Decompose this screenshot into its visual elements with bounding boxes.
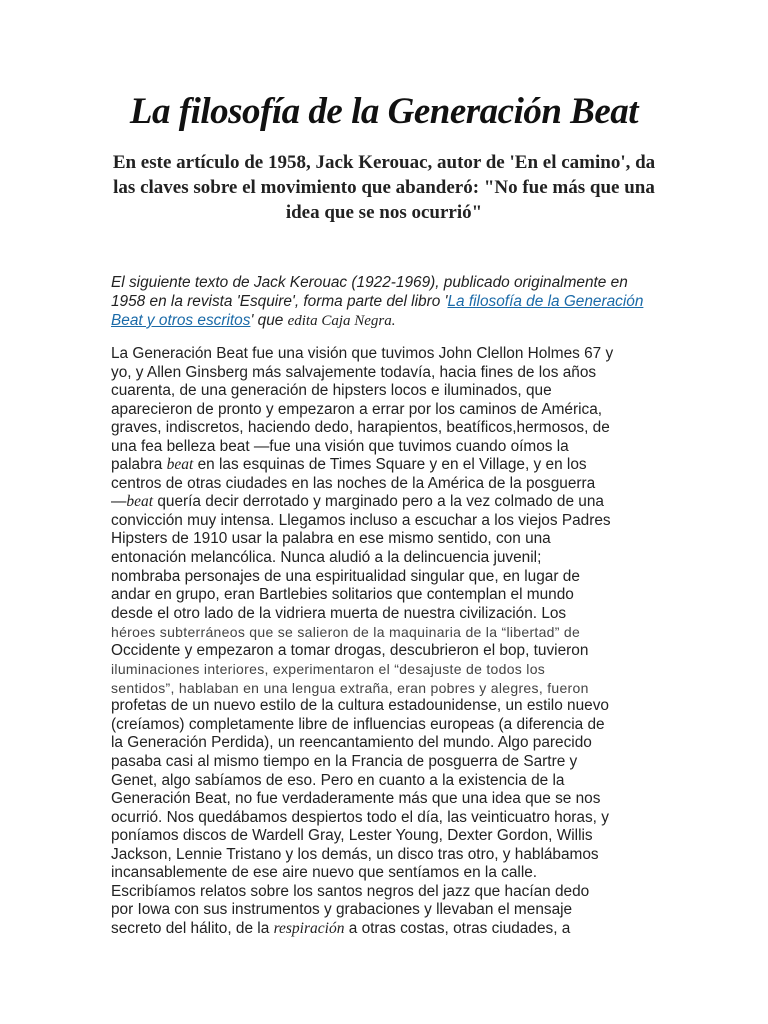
body-line: La Generación Beat fue una visión que tuvimos John Clellon Holmes 67 y [111, 345, 614, 362]
publisher-text: edita Caja Negra. [287, 313, 396, 329]
body-line [111, 493, 663, 512]
body-line-fragment: quería decir derrotado y marginado pero a la vez colmado de una [153, 493, 604, 511]
book-link[interactable]: La filosofía de la Generación Beat y otros escritos [111, 293, 644, 329]
body-line: héroes subterráneos que se salieron de la maquinaria de la “libertad” de [111, 624, 581, 641]
body-line [111, 920, 663, 939]
body-line: convicción muy intensa. Llegamos incluso a escuchar a los viejos Padres [111, 511, 611, 529]
body-line: Genet, algo sabíamos de eso. Pero en cuanto a la existencia de la [111, 771, 565, 789]
body-line: sentidos”, hablaban en una lengua extraña, eran pobres y alegres, fueron [111, 679, 589, 696]
intro-text-before-link: El siguiente texto de Jack Kerouac (1922-1969), publicado originalmente en 1958 en la revista 'Esquire', forma parte del libro ' [111, 274, 628, 310]
body-line: centros de otras ciudades en las noches de la América de la posguerra [111, 474, 596, 492]
body-line [111, 456, 663, 475]
body-line: Generación Beat, no fue verdaderamente más que una idea que se nos [111, 790, 601, 808]
body-line: cuarenta, de una generación de hipsters locos e iluminados, que [111, 382, 552, 400]
body-line: por Iowa con sus instrumentos y grabaciones y llevaban el mensaje [111, 901, 573, 919]
body-paragraph [111, 345, 663, 939]
body-line: graves, indiscretos, haciendo dedo, harapientos, beatíficos,hermosos, de [111, 419, 610, 437]
italic-emphasis: beat [166, 456, 194, 474]
body-line: profetas de un nuevo estilo de la cultura estadounidense, un estilo nuevo [111, 697, 609, 715]
body-line: aparecieron de pronto y empezaron a errar por los caminos de América, [111, 400, 603, 418]
body-line: desde el otro lado de la vidriera muerta de nuestra civilización. Los [111, 604, 567, 622]
body-line: poníamos discos de Wardell Gray, Lester Young, Dexter Gordon, Willis [111, 827, 593, 845]
body-line-fragment: a otras costas, otras ciudades, a [344, 919, 571, 937]
body-line: Escribíamos relatos sobre los santos negros del jazz que hacían dedo [111, 882, 590, 900]
italic-emphasis: respiración [273, 919, 345, 937]
body-line: incansablemente de ese aire nuevo que sentíamos en la calle. [111, 864, 538, 882]
body-line-fragment: — [111, 493, 127, 511]
body-line: andar en grupo, eran Bartlebies solitarios que contemplan el mundo [111, 586, 574, 604]
body-line-fragment: secreto del hálito, de la [111, 919, 274, 937]
body-line: una fea belleza beat —fue una visión que tuvimos cuando oímos la [111, 437, 569, 455]
article-subtitle: En este artículo de 1958, Jack Kerouac, autor de 'En el camino', da las claves sobre el movimiento que abanderó: "No fue más que una idea que se nos ocurrió" [112, 152, 656, 223]
body-line: Jackson, Lennie Tristano y los demás, un disco tras otro, y hablábamos [111, 845, 599, 863]
body-line: entonación melancólica. Nunca aludió a la delincuencia juvenil; [111, 549, 542, 567]
italic-emphasis: beat [126, 493, 154, 511]
body-line: la Generación Perdida), un reencantamiento del mundo. Algo parecido [111, 734, 592, 752]
body-line: Hipsters de 1910 usar la palabra en ese mismo sentido, con una [111, 530, 551, 548]
intro-paragraph [111, 273, 659, 331]
body-line: ocurrió. Nos quedábamos despiertos todo el día, las veinticuatro horas, y [111, 808, 609, 826]
intro-text-after-link: ' que [250, 312, 288, 329]
article-title: La filosofía de la Generación Beat [129, 91, 639, 132]
body-line: (creíamos) completamente libre de influencias europeas (a diferencia de [111, 715, 605, 733]
body-line-fragment: palabra [111, 456, 167, 474]
body-line: nombraba personajes de una espiritualidad singular que, en lugar de [111, 567, 580, 585]
body-line: yo, y Allen Ginsberg más salvajemente todavía, hacia fines de los años [111, 363, 597, 381]
body-line: pasaba casi al mismo tiempo en la Francia de posguerra de Sartre y [111, 753, 578, 771]
body-line: Occidente y empezaron a tomar drogas, descubrieron el bop, tuvieron [111, 641, 589, 659]
body-line: iluminaciones interiores, experimentaron el “desajuste de todos los [111, 661, 546, 678]
body-line-fragment: en las esquinas de Times Square y en el Village, y en los [193, 456, 587, 474]
